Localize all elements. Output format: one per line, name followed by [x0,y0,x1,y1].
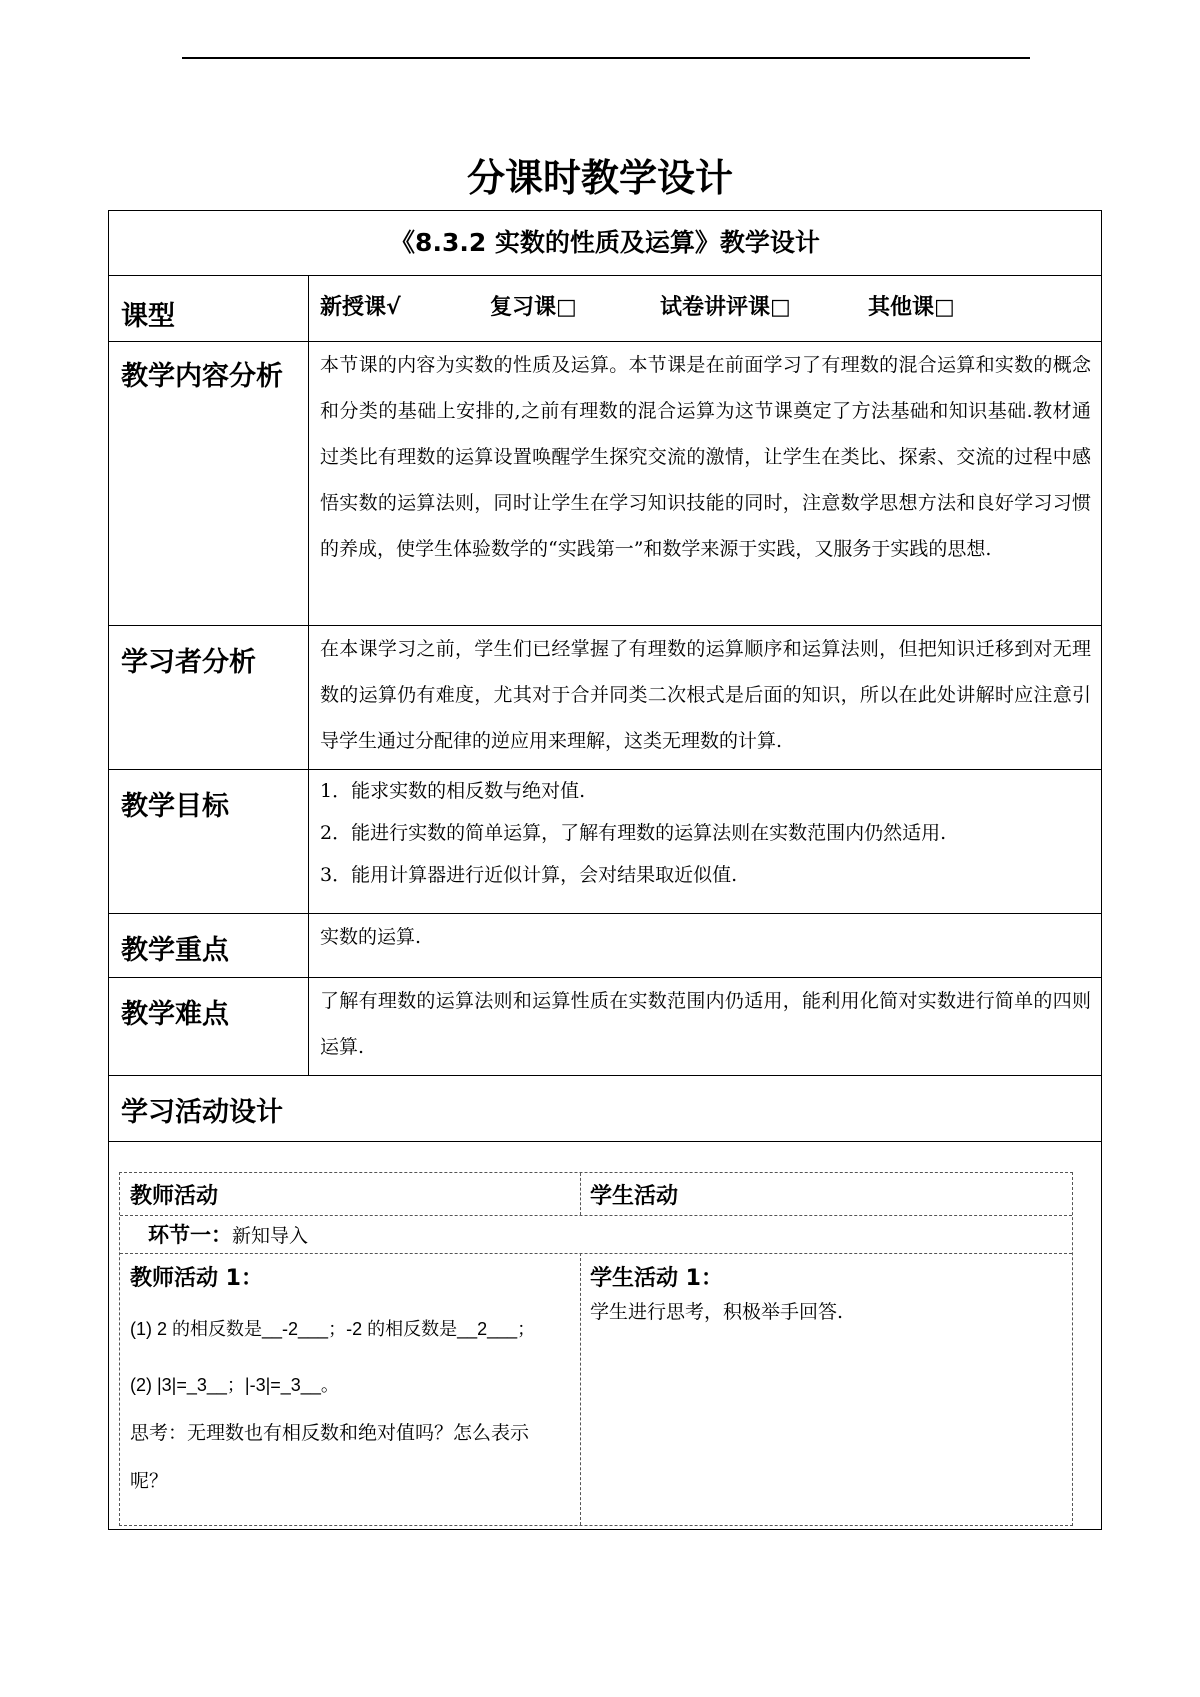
key-points-row [109,913,1101,978]
course-type-row [109,275,1101,342]
lesson-title: 《8.3.2 实数的性质及运算》教学设计 [390,228,820,257]
activity-design-label: 学习活动设计 [121,1097,283,1128]
learner-analysis-row [109,625,1101,770]
learner-analysis-label: 学习者分析 [109,626,309,770]
difficulties-text: 了解有理数的运算法则和运算性质在实数范围内仍适用，能利用化简对实数进行简单的四则运算. [320,990,1091,1058]
content-analysis-text: 本节课的内容为实数的性质及运算。本节课是在前面学习了有理数的混合运算和实数的概念和分类的基础上安排的,之前有理数的混合运算为这节课奠定了方法基础和知识基础.教材通过类比有理数的运算设置唤醒学生探究交流的激情，让学生在类比、探索、交流的过程中感悟实数的运算法则，同时让学生在学习知识技能的同时，注意数学思想方法和良好学习习惯的养成，使学生体验数学的“实践第一”和数学来源于实践，又服务于实践的思想. [320,354,1091,560]
goals-list [309,770,1101,914]
option-other-lesson: 其他课□ [868,295,955,320]
goal-item: 3．能用计算器进行近似计算，会对结果取近似值. [320,864,738,886]
goal-item: 2．能进行实数的简单运算，了解有理数的运算法则在实数范围内仍然适用. [320,822,947,844]
activity-design-row [109,1075,1101,1142]
divider [120,1253,1072,1254]
student-header: 学生活动 [590,1184,679,1209]
think-prompt: 思考：无理数也有相反数和绝对值吗？怎么表示呢？ [130,1422,530,1492]
difficulties-row [109,977,1101,1076]
difficulties-label: 教学难点 [109,978,309,1076]
option-new-lesson: 新授课√ [320,295,401,320]
divider [120,1215,1072,1216]
course-type-label: 课型 [109,276,309,342]
lesson-plan-table [108,210,1102,1530]
option-review-lesson: 复习课□ [490,295,577,320]
stage-heading [148,1219,308,1249]
activity-table-row [109,1141,1101,1529]
learner-analysis-text: 在本课学习之前，学生们已经掌握了有理数的运算顺序和运算法则，但把知识迁移到对无理数的运算仍有难度，尤其对于合并同类二次根式是后面的知识，所以在此处讲解时应注意引导学生通过分配律的逆应用来理解，这类无理数的计算. [320,638,1091,752]
key-points-label: 教学重点 [109,914,309,978]
header-rule [182,57,1030,59]
question-2: (2) |3|=_3__；|-3|=_3__。 [130,1375,339,1395]
goal-item: 1．能求实数的相反数与绝对值. [320,780,586,802]
option-exam-review-lesson: 试卷讲评课□ [660,295,791,320]
student-response: 学生进行思考，积极举手回答. [590,1301,844,1323]
stage-name: 新知导入 [232,1225,309,1247]
goals-row [109,769,1101,914]
content-analysis-row [109,341,1101,626]
column-divider [580,1173,581,1215]
activity-table [119,1172,1073,1526]
student-activity-title: 学生活动 1： [590,1266,723,1291]
stage-label: 环节一： [148,1223,232,1247]
page-title: 分课时教学设计 [466,156,733,200]
lesson-title-row [109,211,1101,275]
teacher-header: 教师活动 [130,1184,219,1209]
content-analysis-label: 教学内容分析 [109,342,309,626]
column-divider [580,1253,581,1525]
teacher-activity-title: 教师活动 1： [130,1266,263,1291]
key-points-text: 实数的运算. [320,926,422,948]
question-1: (1) 2 的相反数是__-2___；-2 的相反数是__2___； [130,1319,536,1339]
goals-label: 教学目标 [109,770,309,914]
